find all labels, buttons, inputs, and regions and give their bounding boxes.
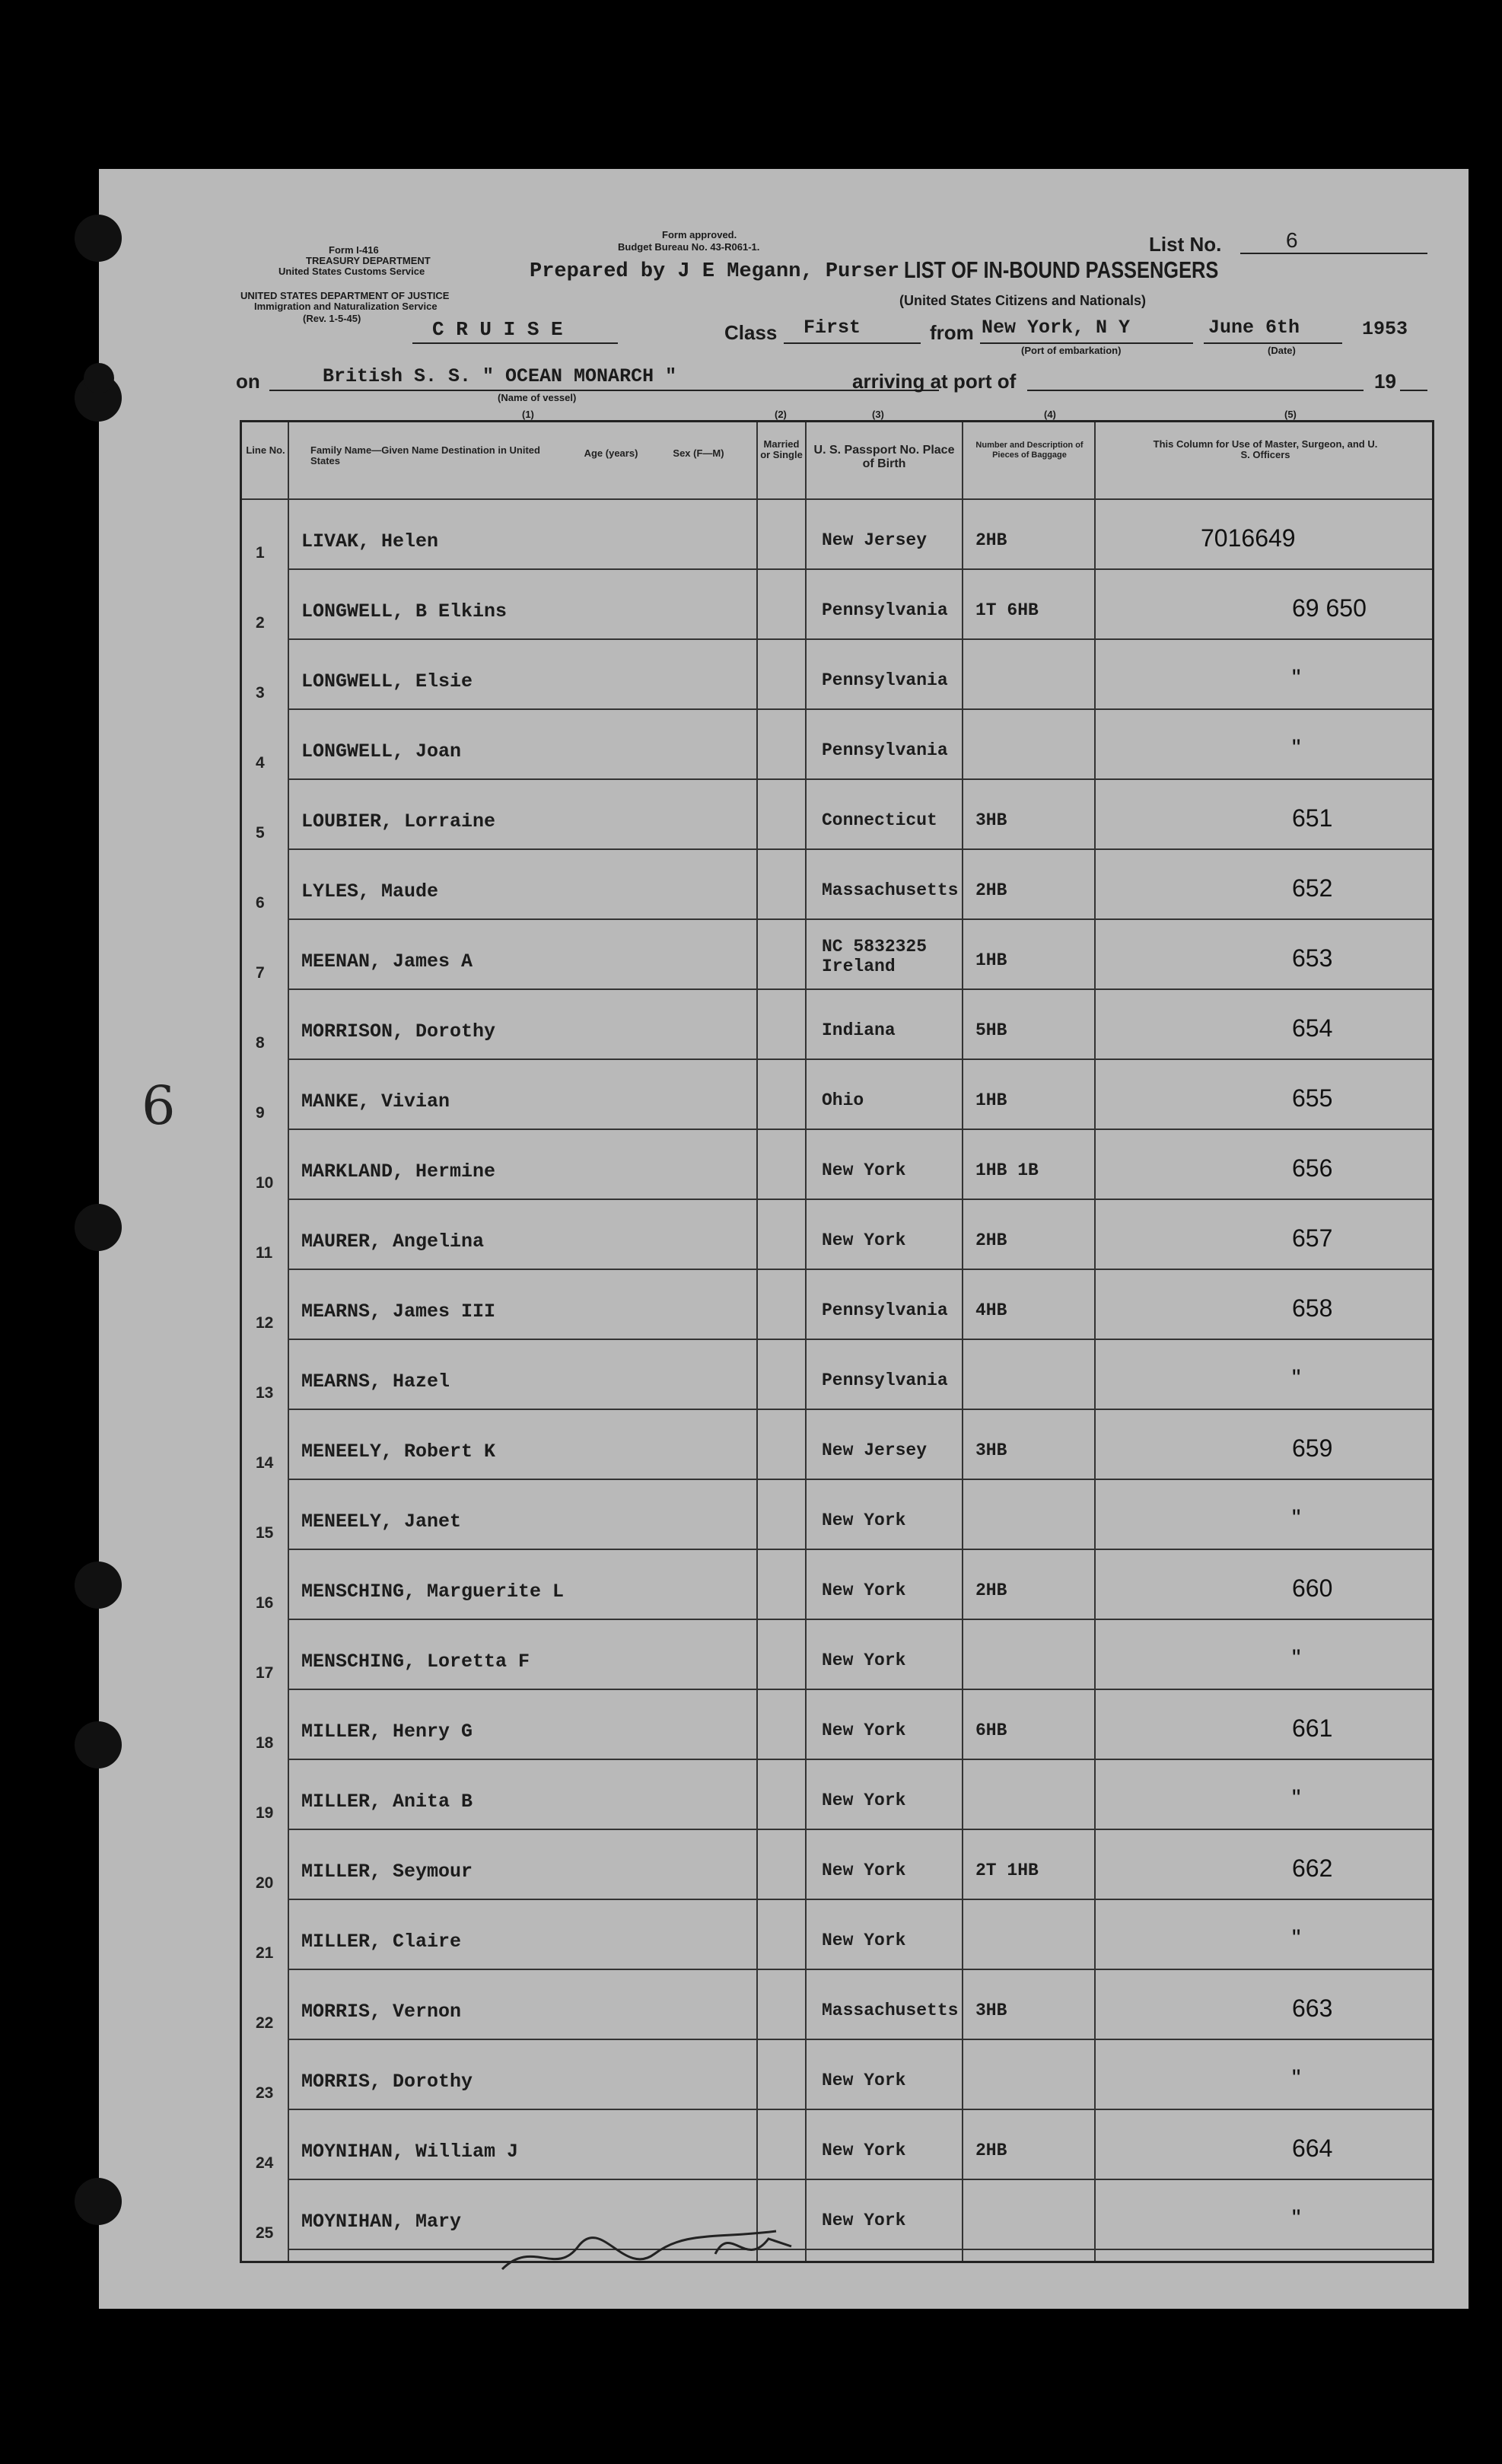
- punch-hole: [84, 363, 114, 393]
- line-number: 21: [256, 1944, 274, 1962]
- officer-number: 69 650: [1292, 594, 1367, 622]
- officer-number: ": [1292, 1364, 1301, 1392]
- punch-hole: [75, 2178, 122, 2225]
- place-of-birth: New York: [822, 1861, 906, 1880]
- date-caption: (Date): [1268, 345, 1296, 356]
- line-number: 15: [256, 1524, 274, 1542]
- line-number: 11: [256, 1244, 273, 1262]
- class-label: Class: [724, 321, 778, 344]
- passenger-name: MENSCHING, Marguerite L: [301, 1581, 565, 1603]
- arriving-year: 19: [1374, 370, 1396, 393]
- arriving-rule: [1027, 390, 1364, 391]
- passenger-name: LYLES, Maude: [301, 880, 439, 903]
- table-row: [256, 1760, 1432, 1830]
- table-row: [256, 1480, 1432, 1550]
- header-married: Married or Single: [760, 438, 803, 460]
- passenger-name: MORRIS, Vernon: [301, 2001, 462, 2023]
- baggage: 2T 1HB: [975, 1861, 1039, 1880]
- budget-bureau: Budget Bureau No. 43-R061-1.: [618, 241, 760, 253]
- officer-number: 652: [1292, 874, 1333, 902]
- place-of-birth: Pennsylvania: [822, 670, 948, 690]
- passenger-name: MANKE, Vivian: [301, 1090, 450, 1113]
- officer-number: 651: [1292, 804, 1333, 832]
- place-of-birth: New York: [822, 1931, 906, 1950]
- header-sex: Sex (F—M): [673, 447, 724, 459]
- header-baggage: Number and Description of Pieces of Baggage: [975, 441, 1084, 460]
- line-number: 14: [256, 1454, 274, 1472]
- arriving-label: arriving at port of: [852, 370, 1017, 393]
- line-number: 23: [256, 2084, 274, 2102]
- table-row: [256, 500, 1432, 570]
- passenger-name: MARKLAND, Hermine: [301, 1160, 496, 1183]
- col-num-4: (4): [1044, 409, 1056, 420]
- baggage: 1HB 1B: [975, 1160, 1039, 1180]
- officer-number: ": [1292, 664, 1301, 692]
- baggage: 5HB: [975, 1020, 1007, 1040]
- document-title: LIST OF IN-BOUND PASSENGERS: [904, 256, 1219, 283]
- document-subtitle: (United States Citizens and Nationals): [899, 293, 1147, 308]
- table-row: [256, 850, 1432, 920]
- officer-number: ": [1292, 1644, 1301, 1672]
- passenger-name: MILLER, Anita B: [301, 1791, 473, 1813]
- place-of-birth: Massachusetts: [822, 2001, 959, 2020]
- place-of-birth: New Jersey: [822, 530, 928, 550]
- baggage: 1T 6HB: [975, 600, 1039, 620]
- officer-number: 655: [1292, 1084, 1333, 1112]
- table-row: [256, 780, 1432, 850]
- class-rule: [784, 342, 921, 344]
- signature-scrawl: [487, 2193, 913, 2300]
- line-number: 6: [256, 894, 265, 912]
- place-of-birth: New York: [822, 2211, 906, 2230]
- line-number: 7: [256, 964, 265, 982]
- table-row: [256, 640, 1432, 710]
- form-revision: (Rev. 1-5-45): [303, 313, 361, 324]
- table-row: [256, 920, 1432, 990]
- baggage: 1HB: [975, 1090, 1007, 1110]
- table-row: [256, 2110, 1432, 2180]
- line-number: 9: [256, 1104, 265, 1122]
- punch-hole: [75, 1561, 122, 1609]
- officer-number: 660: [1292, 1574, 1333, 1602]
- passenger-name: MILLER, Seymour: [301, 1861, 473, 1883]
- officer-number: 7016649: [1201, 524, 1296, 552]
- line-number: 25: [256, 2224, 274, 2242]
- place-of-birth: Pennsylvania: [822, 1300, 948, 1320]
- passenger-name: MILLER, Henry G: [301, 1721, 473, 1743]
- passenger-name: MENEELY, Robert K: [301, 1441, 496, 1463]
- baggage: 2HB: [975, 880, 1007, 900]
- header-name: Family Name—Given Name Destination in United States: [310, 444, 540, 466]
- passenger-name: LONGWELL, B Elkins: [301, 600, 508, 622]
- line-number: 19: [256, 1804, 274, 1822]
- arriving-year-rule: [1400, 390, 1427, 391]
- place-of-birth: Pennsylvania: [822, 740, 948, 760]
- officer-number: 657: [1292, 1224, 1333, 1252]
- list-no-label: List No.: [1149, 233, 1222, 256]
- table-row: [256, 2040, 1432, 2110]
- table-row: [256, 710, 1432, 780]
- passenger-name: MENSCHING, Loretta F: [301, 1651, 530, 1673]
- place-of-birth: Indiana: [822, 1020, 896, 1040]
- place-of-birth: New York: [822, 1581, 906, 1600]
- passenger-name: MILLER, Claire: [301, 1931, 462, 1953]
- date-value: June 6th: [1208, 317, 1300, 339]
- passenger-name: MEARNS, Hazel: [301, 1370, 450, 1393]
- officer-number: ": [1292, 2205, 1301, 2232]
- baggage: 3HB: [975, 1441, 1007, 1460]
- table-row: [256, 1130, 1432, 1200]
- line-number: 18: [256, 1734, 274, 1752]
- officer-number: 661: [1292, 1714, 1333, 1742]
- place-of-birth: New York: [822, 1791, 906, 1810]
- dept-customs: United States Customs Service: [278, 266, 425, 277]
- officer-number: ": [1292, 2064, 1301, 2092]
- table-row: [256, 570, 1432, 640]
- passenger-name: LIVAK, Helen: [301, 530, 439, 552]
- margin-note: 6: [142, 1074, 176, 1137]
- line-number: 20: [256, 1874, 274, 1892]
- header-officers: This Column for Use of Master, Surgeon, and U. S. Officers: [1153, 438, 1378, 460]
- dept-treasury: TREASURY DEPARTMENT: [306, 255, 431, 266]
- place-of-birth: New York: [822, 1230, 906, 1250]
- passenger-name: MOYNIHAN, Mary: [301, 2211, 462, 2233]
- line-number: 5: [256, 824, 265, 842]
- baggage: 2HB: [975, 2141, 1007, 2160]
- officer-number: 658: [1292, 1294, 1333, 1322]
- table-row: [256, 1830, 1432, 1900]
- passenger-name: MAURER, Angelina: [301, 1230, 485, 1253]
- header-line-no: Line No.: [246, 444, 285, 456]
- officer-number: 654: [1292, 1014, 1333, 1042]
- officer-number: 656: [1292, 1154, 1333, 1182]
- baggage: 4HB: [975, 1300, 1007, 1320]
- place-of-birth: Ohio: [822, 1090, 864, 1110]
- line-number: 10: [256, 1174, 274, 1192]
- table-row: [256, 1970, 1432, 2040]
- table-row: [256, 1620, 1432, 1690]
- col-num-1: (1): [522, 409, 534, 420]
- place-of-birth: New Jersey: [822, 1441, 928, 1460]
- officer-number: 653: [1292, 944, 1333, 972]
- baggage: 3HB: [975, 810, 1007, 830]
- officer-number: ": [1292, 1924, 1301, 1952]
- list-no-rule: [1240, 253, 1427, 254]
- header-age: Age (years): [584, 447, 638, 459]
- cruise-label: C R U I S E: [432, 318, 563, 341]
- table-row: [256, 1690, 1432, 1760]
- place-of-birth: Pennsylvania: [822, 600, 948, 620]
- punch-hole: [75, 1204, 122, 1251]
- officer-number: 663: [1292, 1994, 1333, 2022]
- table-row: [256, 1270, 1432, 1340]
- line-number: 24: [256, 2154, 274, 2172]
- punch-hole: [75, 215, 122, 262]
- class-value: First: [804, 317, 861, 339]
- place-of-birth: New York: [822, 1651, 906, 1670]
- officer-number: ": [1292, 1784, 1301, 1812]
- place-of-birth: New York: [822, 2141, 906, 2160]
- officer-number: 659: [1292, 1434, 1333, 1462]
- on-label: on: [236, 370, 260, 393]
- col-num-5: (5): [1284, 409, 1297, 420]
- col-num-3: (3): [872, 409, 884, 420]
- table-row: [256, 1410, 1432, 1480]
- line-number: 3: [256, 684, 265, 702]
- place-of-birth: New York: [822, 2071, 906, 2090]
- place-of-birth: New York: [822, 1160, 906, 1180]
- passenger-name: LOUBIER, Lorraine: [301, 810, 496, 832]
- dept-immigration: Immigration and Naturalization Service: [254, 301, 438, 312]
- vessel-caption: (Name of vessel): [498, 392, 577, 403]
- place-of-birth: Pennsylvania: [822, 1370, 948, 1390]
- passenger-name: MENEELY, Janet: [301, 1511, 462, 1533]
- baggage: 3HB: [975, 2001, 1007, 2020]
- from-label: from: [930, 321, 974, 344]
- table-row: [256, 990, 1432, 1060]
- punch-hole: [75, 1721, 122, 1768]
- line-number: 12: [256, 1314, 274, 1332]
- officer-number: ": [1292, 734, 1301, 762]
- line-number: 17: [256, 1664, 274, 1682]
- place-of-birth: Connecticut: [822, 810, 937, 830]
- cruise-rule: [412, 342, 618, 344]
- passenger-name: MEENAN, James A: [301, 950, 473, 973]
- table-row: [256, 1340, 1432, 1410]
- baggage: 2HB: [975, 1230, 1007, 1250]
- vessel-name: British S. S. " OCEAN MONARCH ": [323, 365, 677, 387]
- passenger-name: LONGWELL, Joan: [301, 740, 462, 762]
- baggage: 1HB: [975, 950, 1007, 970]
- line-number: 2: [256, 614, 265, 632]
- from-rule: [980, 342, 1193, 344]
- officer-number: 664: [1292, 2135, 1333, 2162]
- embarkation-caption: (Port of embarkation): [1021, 345, 1122, 356]
- line-number: 4: [256, 754, 265, 772]
- embarkation-port: New York, N Y: [982, 317, 1131, 339]
- place-of-birth: Massachusetts: [822, 880, 959, 900]
- baggage: 6HB: [975, 1721, 1007, 1740]
- passenger-name: MEARNS, James III: [301, 1300, 496, 1323]
- year-value: 1953: [1362, 318, 1408, 340]
- passenger-name: MOYNIHAN, William J: [301, 2141, 519, 2163]
- table-row: [256, 1200, 1432, 1270]
- passenger-name: LONGWELL, Elsie: [301, 670, 473, 692]
- header-passport: U. S. Passport No. Place of Birth: [813, 444, 955, 470]
- form-approved: Form approved.: [662, 229, 737, 240]
- col-num-2: (2): [775, 409, 787, 420]
- place-of-birth: NC 5832325 Ireland: [822, 937, 928, 976]
- officer-number: 662: [1292, 1854, 1333, 1882]
- table-row: [256, 1060, 1432, 1130]
- officer-number: ": [1292, 1504, 1301, 1532]
- baggage: 2HB: [975, 530, 1007, 550]
- place-of-birth: New York: [822, 1511, 906, 1530]
- line-number: 16: [256, 1594, 274, 1612]
- prepared-by: Prepared by J E Megann, Purser: [530, 260, 900, 283]
- line-number: 22: [256, 2014, 274, 2032]
- passenger-table: [240, 420, 1434, 2263]
- manifest-page: [99, 169, 1469, 2309]
- form-number: Form I-416: [329, 244, 379, 256]
- line-number: 1: [256, 544, 265, 562]
- passenger-name: MORRIS, Dorothy: [301, 2071, 473, 2093]
- vessel-rule: [269, 390, 939, 391]
- passenger-name: MORRISON, Dorothy: [301, 1020, 496, 1043]
- line-number: 13: [256, 1384, 274, 1402]
- baggage: 2HB: [975, 1581, 1007, 1600]
- place-of-birth: New York: [822, 1721, 906, 1740]
- dept-justice: UNITED STATES DEPARTMENT OF JUSTICE: [240, 290, 450, 301]
- line-number: 8: [256, 1034, 265, 1052]
- table-row: [256, 1900, 1432, 1970]
- table-row: [256, 1550, 1432, 1620]
- date-rule: [1204, 342, 1342, 344]
- list-no-value: 6: [1286, 228, 1298, 252]
